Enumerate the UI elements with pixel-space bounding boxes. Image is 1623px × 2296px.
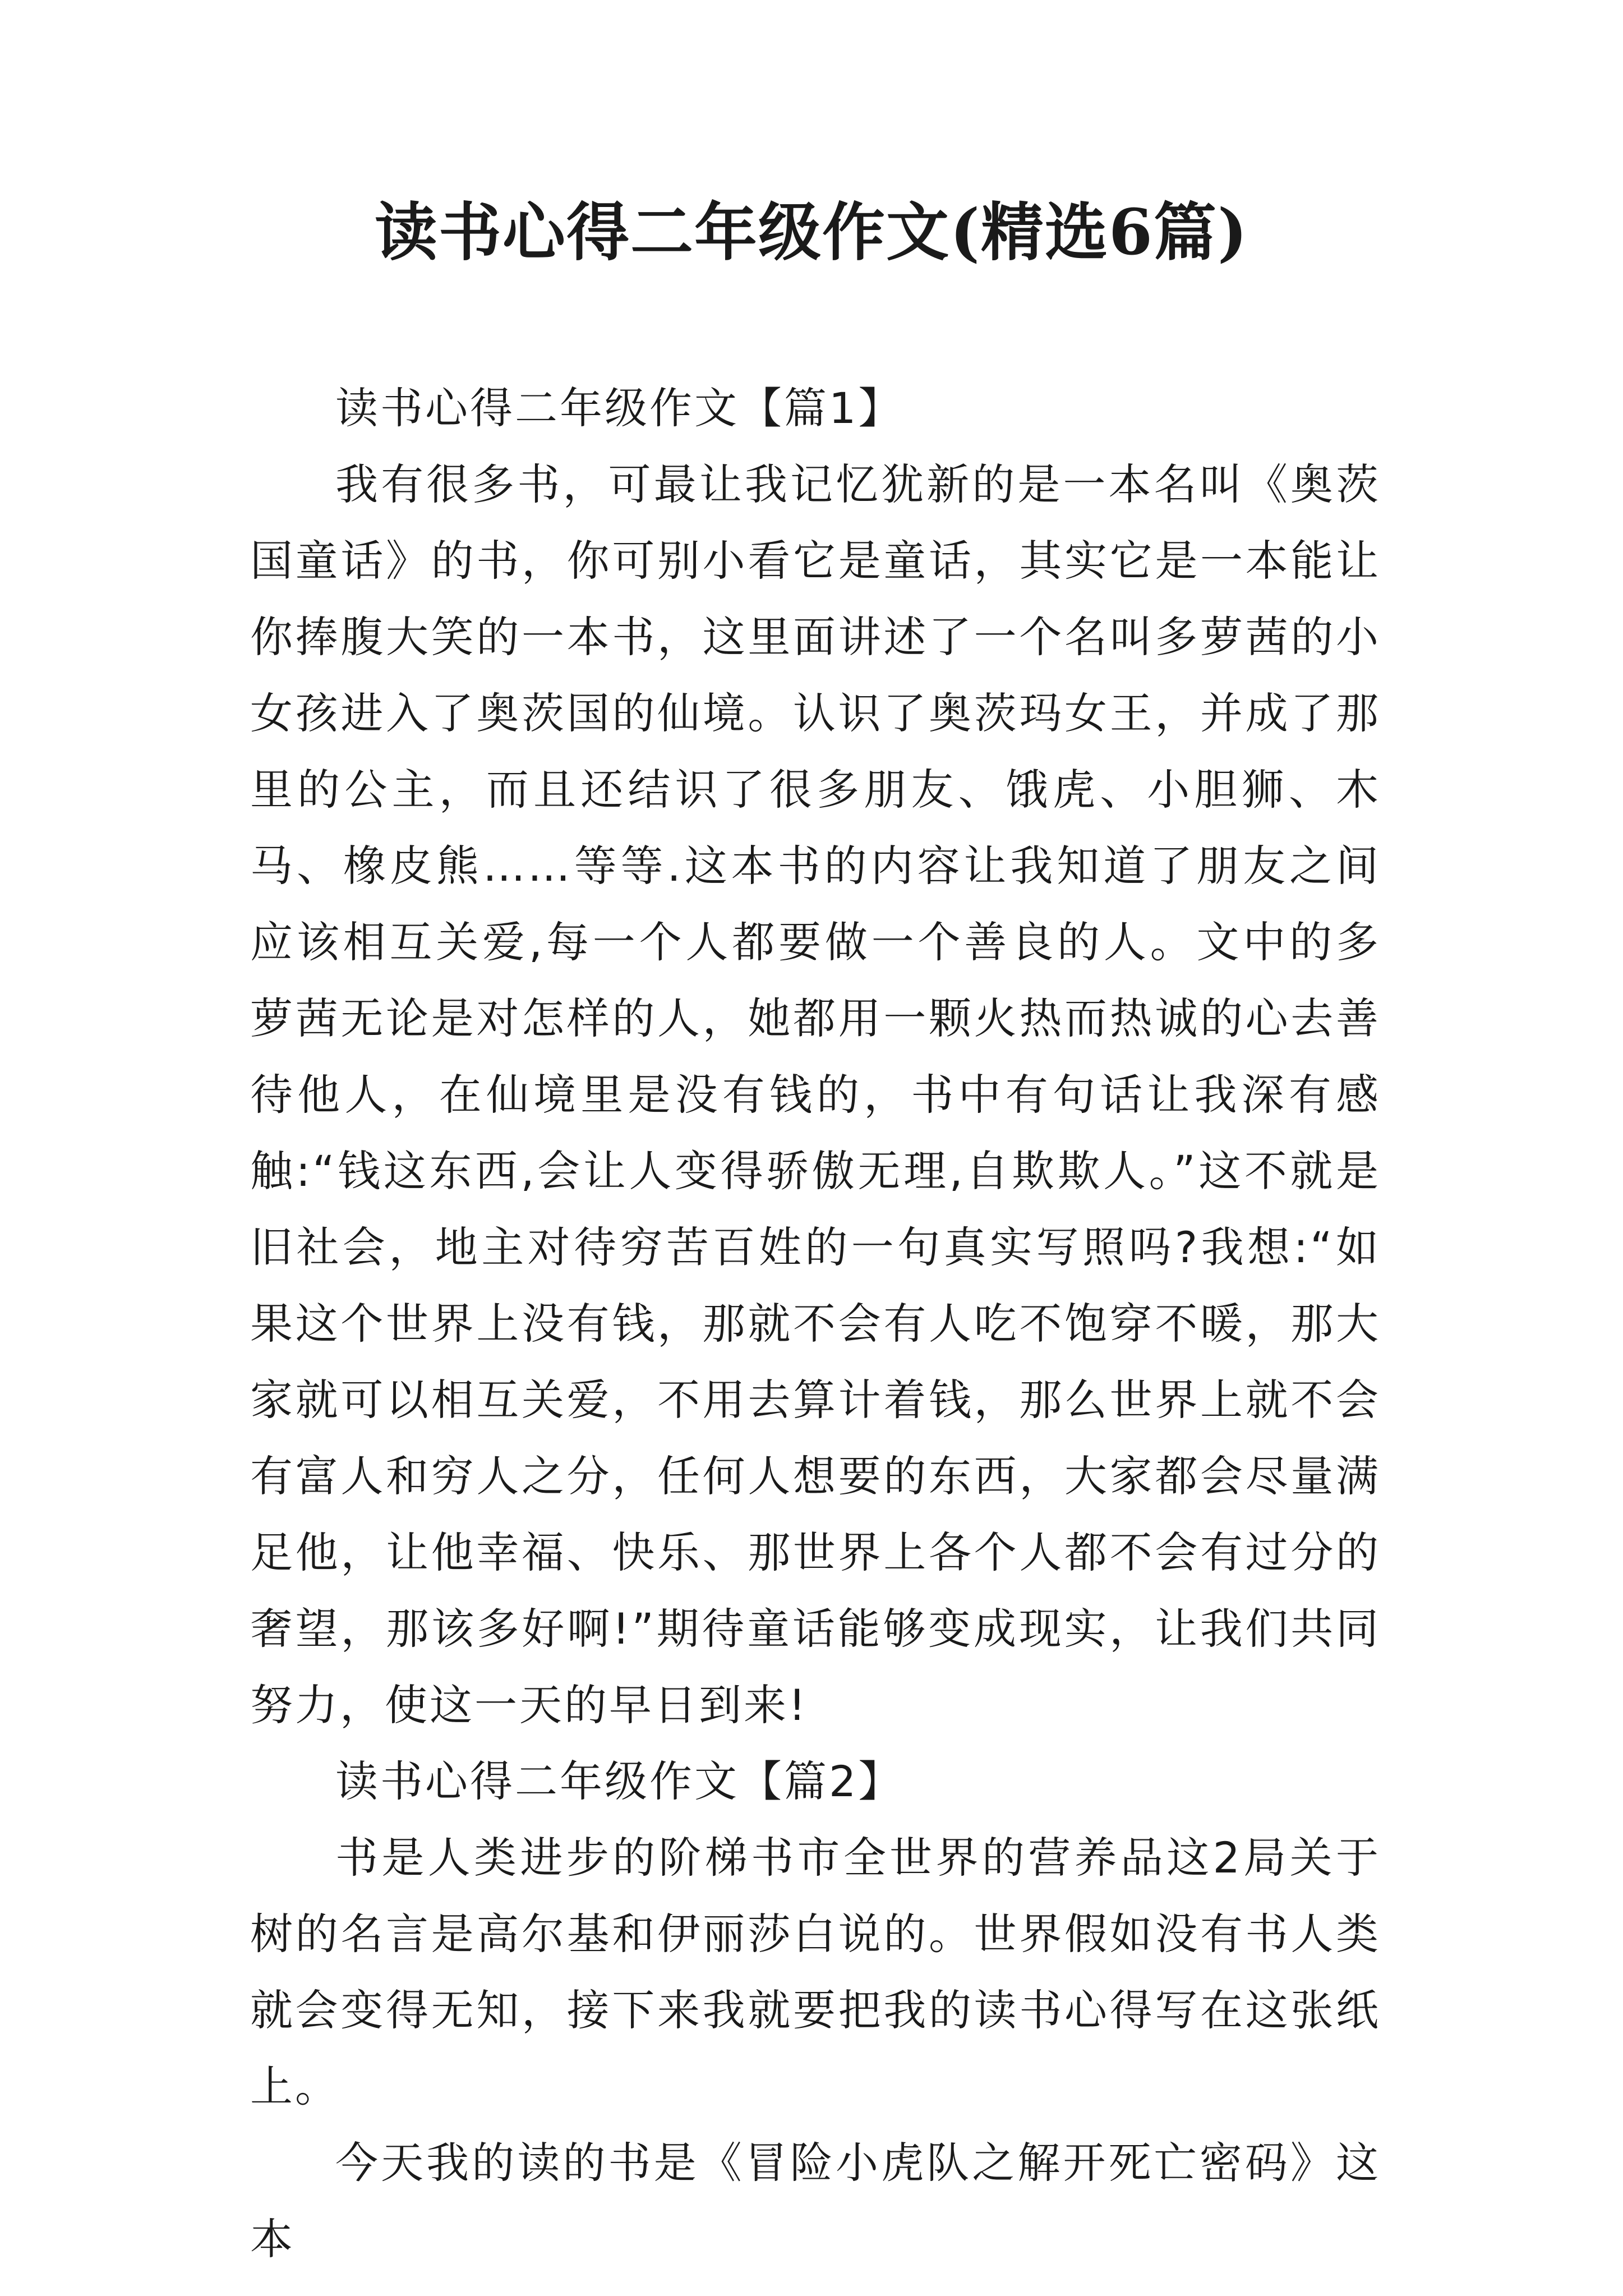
document-body <box>250 370 1381 2277</box>
document-title: 读书心得二年级作文(精选6篇) <box>375 196 1248 269</box>
paragraph: 我有很多书，可最让我记忆犹新的是一本名叫《奥茨国童话》的书，你可别小看它是童话，其实它是一本能让你捧腹大笑的一本书，这里面讲述了一个名叫多萝茜的小女孩进入了奥茨国的仙境。认识了奥茨玛女王，并成了那里的公主，而且还结识了很多朋友、饿虎、小胆狮、木马、橡皮熊……等等.这本书的内容让我知道了朋友之间应该相互关爱,每一个人都要做一个善良的人。文中的多萝茜无论是对怎样的人，她都用一颗火热而热诚的心去善待他人，在仙境里是没有钱的，书中有句话让我深有感触:“钱这东西,会让人变得骄傲无理,自欺欺人。”这不就是旧社会，地主对待穷苦百姓的一句真实写照吗?我想:“如果这个世界上没有钱，那就不会有人吃不饱穿不暖，那大家就可以相互关爱，不用去算计着钱，那么世界上就不会有富人和穷人之分，任何人想要的东西，大家都会尽量满足他，让他幸福、快乐、那世界上各个人都不会有过分的奢望，那该多好啊!”期待童话能够变成现实，让我们共同努力，使这一天的早日到来! <box>250 459 1381 1730</box>
paragraph: 书是人类进步的阶梯书市全世界的营养品这2局关于树的名言是高尔基和伊丽莎白说的。世界假如没有书人类就会变得无知，接下来我就要把我的读书心得写在这张纸上。 <box>250 1833 1381 2111</box>
section-heading-2: 读书心得二年级作文【篇2】 <box>335 1756 903 1806</box>
section-heading-1: 读书心得二年级作文【篇1】 <box>335 383 903 433</box>
paragraph: 今天我的读的书是《冒险小虎队之解开死亡密码》这本 <box>250 2138 1381 2264</box>
